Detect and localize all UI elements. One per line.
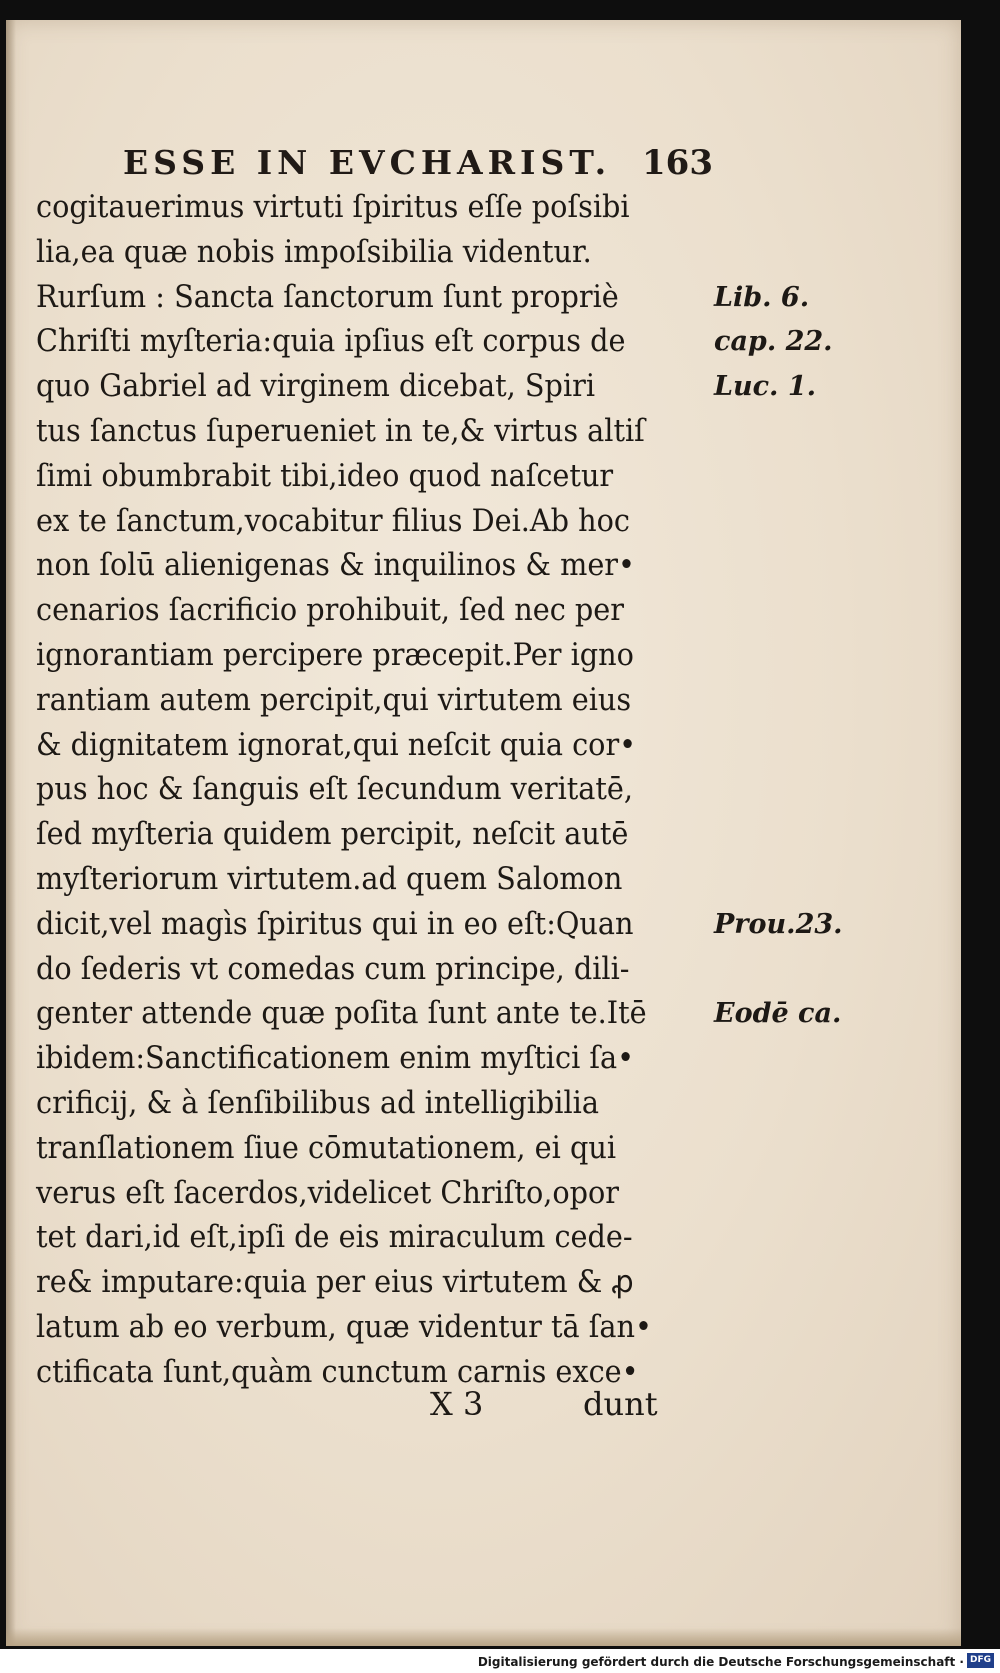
text-line: rantiam autem percipit,qui virtutem eius <box>36 682 632 718</box>
text-line: crificij, & à ſenſibilibus ad intelligibilia <box>36 1085 599 1121</box>
text-line: Rurſum : Sancta ſanctorum ſunt propriè <box>36 279 619 315</box>
page-bottom-edge <box>6 1628 961 1646</box>
text-line: re& imputare:quia per eius virtutem & ꝓ <box>36 1265 634 1301</box>
running-head-title: ESSE IN EVCHARIST. <box>123 143 612 182</box>
text-line: ex te ſanctum,vocabitur filius Dei.Ab hoc <box>36 503 630 539</box>
text-line: tet dari,id eſt,ipſi de eis miraculum cede- <box>36 1220 633 1256</box>
text-line: tus ſanctus ſuperueniet in te,& virtus altiſ <box>36 413 645 449</box>
text-line: quo Gabriel ad virginem dicebat, Spiri <box>36 369 596 405</box>
text-line: lia,ea quæ nobis impoſsibilia videntur. <box>36 234 592 270</box>
text-line: Chriſti myſteria:quia ipſius eſt corpus de <box>36 324 626 360</box>
text-line: dicit,vel magìs ſpiritus qui in eo eſt:Quan <box>36 906 634 942</box>
margin-note: Lib. 6. <box>714 281 810 313</box>
text-line: latum ab eo verbum, quæ videntur tā ſan• <box>36 1309 652 1345</box>
text-line: cenarios ſacrificio prohibuit, ſed nec per <box>36 593 624 629</box>
text-line: cogitauerimus virtuti ſpiritus eſſe poſsibi <box>36 190 630 225</box>
text-line: ſimi obumbrabit tibi,ideo quod naſcetur <box>36 458 614 494</box>
text-line: tranſlationem ſiue cōmutationem, ei qui <box>36 1130 617 1166</box>
margin-note: cap. 22. <box>714 326 833 358</box>
text-line: pus hoc & ſanguis eſt ſecundum veritatē, <box>36 772 634 808</box>
text-line: ignorantiam percipere præcepit.Per igno <box>36 637 634 673</box>
text-line: ſed myſteria quidem percipit, neſcit autē <box>36 817 629 853</box>
text-line: non ſolū alienigenas & inquilinos & mer• <box>36 548 635 584</box>
page-binding-edge <box>6 20 16 1646</box>
signature-mark: X 3 <box>430 1385 484 1423</box>
text-line: & dignitatem ignorat,qui neſcit quia cor• <box>36 727 637 763</box>
digitization-credit: Digitalisierung gefördert durch die Deutsche Forschungsgemeinschaft · <box>477 1655 964 1669</box>
text-line: verus eſt ſacerdos,videlicet Chriſto,opor <box>36 1175 620 1211</box>
margin-note: Prou.23. <box>714 908 843 940</box>
catchword: dunt <box>583 1385 658 1423</box>
dfg-logo: DFG <box>967 1653 994 1668</box>
main-text-block <box>36 186 716 1396</box>
margin-note: Eodē ca. <box>714 998 842 1030</box>
page-number: 163 <box>642 143 713 183</box>
text-line: genter attende quæ poſita ſunt ante te.Itē <box>36 996 647 1032</box>
text-line: myſteriorum virtutem.ad quem Salomon <box>36 861 623 897</box>
text-line: do ſederis vt comedas cum principe, dili- <box>36 951 630 987</box>
margin-note: Luc. 1. <box>714 371 817 403</box>
text-line: ctificata ſunt,quàm cunctum carnis exce• <box>36 1354 639 1390</box>
text-line: ibidem:Sanctificationem enim myſtici ſa• <box>36 1041 635 1077</box>
